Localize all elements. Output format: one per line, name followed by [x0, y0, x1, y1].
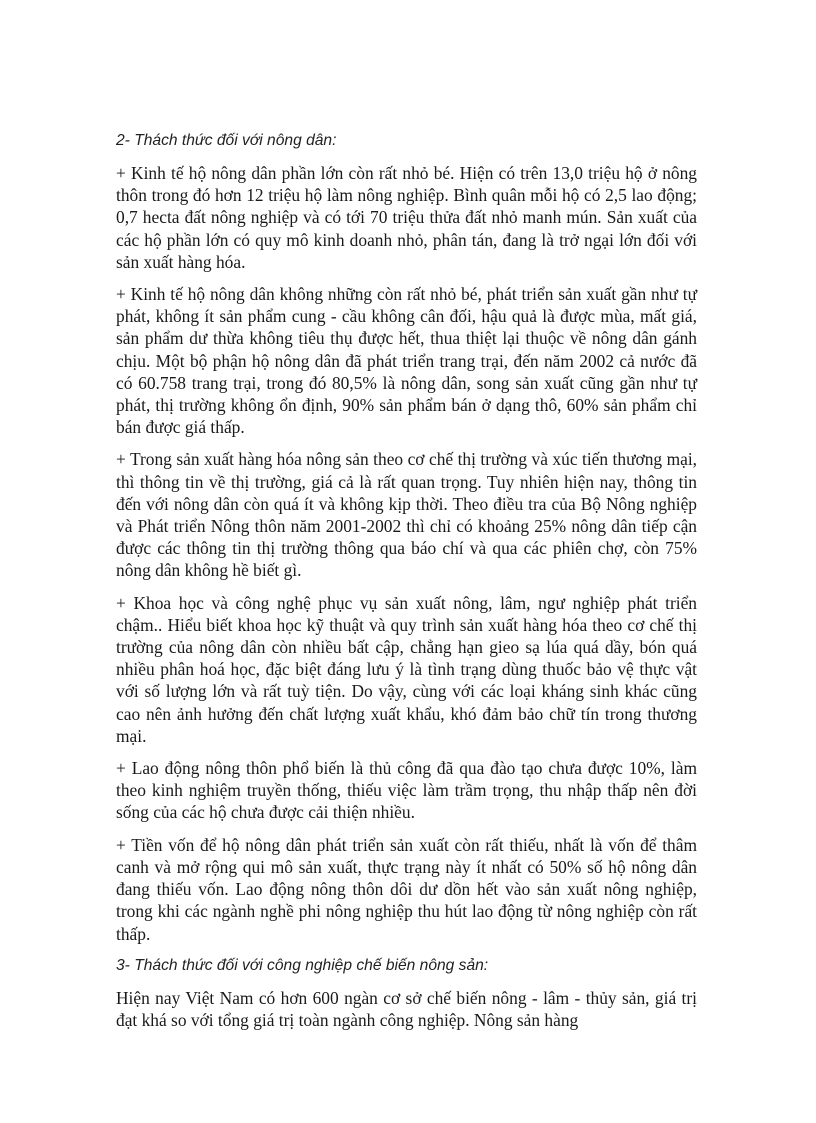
paragraph-market-information: + Trong sản xuất hàng hóa nông sản theo cơ chế thị trường và xúc tiến thương mại, thì thông tin về thị trường, giá cả là rất quan trọng. Tuy nhiên hiện nay, thông tin đến với nông dân còn quá ít và không kịp thời. Theo điều tra của Bộ Nông nghiệp và Phát triển Nông thôn năm 2001-2002 thì chỉ có khoảng 25% nông dân tiếp cận được các thông tin thị trường thông qua báo chí và qua các phiên chợ, còn 75% nông dân không hề biết gì. [116, 449, 697, 581]
paragraph-spontaneous-production: + Kinh tế hộ nông dân không những còn rất nhỏ bé, phát triển sản xuất gần như tự phát, không ít sản phẩm cung - cầu không cân đối, hậu quả là được mùa, mất giá, sản phẩm dư thừa không tiêu thụ được hết, thua thiệt lại thuộc về nông dân gánh chịu. Một bộ phận hộ nông dân đã phát triển trang trại, đến năm 2002 cả nước đã có 60.758 trang trại, trong đó 80,5% là nông dân, song sản xuất cũng gần như tự phát, thị trường không ổn định, 90% sản phẩm bán ở dạng thô, 60% sản phẩm chỉ bán được giá thấp. [116, 284, 697, 438]
paragraph-rural-labor: + Lao động nông thôn phổ biến là thủ công đã qua đào tạo chưa được 10%, làm theo kinh nghiệm truyền thống, thiếu việc làm trầm trọng, thu nhập thấp nên đời sống của các hộ chưa được cải thiện nhiều. [116, 758, 697, 823]
paragraph-processing-facilities: Hiện nay Việt Nam có hơn 600 ngàn cơ sở chế biến nông - lâm - thủy sản, giá trị đạt khá so với tổng giá trị toàn ngành công nghiệp. Nông sản hàng [116, 987, 697, 1030]
document-body [116, 130, 697, 1041]
section-heading-2: 2- Thách thức đối với nông dân: [116, 132, 337, 149]
section-heading-3: 3- Thách thức đối với công nghiệp chế biến nông sản: [116, 956, 489, 974]
paragraph-science-technology: + Khoa học và công nghệ phục vụ sản xuất nông, lâm, ngư nghiệp phát triển chậm.. Hiểu biết khoa học kỹ thuật và quy trình sản xuất hàng hóa theo cơ chế thị trường của nông dân còn nhiều bất cập, chẳng hạn gieo sạ lúa quá dầy, bón quá nhiều phân hoá học, đặc biệt đáng lưu ý là tình trạng dùng thuốc bảo vệ thực vật với số lượng lớn và rất tuỳ tiện. Do vậy, cùng với các loại kháng sinh khác cũng cao nên ảnh hưởng đến chất lượng xuất khẩu, khó đảm bảo chữ tín trong thương mại. [116, 592, 697, 746]
paragraph-capital-shortage: + Tiền vốn để hộ nông dân phát triển sản xuất còn rất thiếu, nhất là vốn để thâm canh và mở rộng qui mô sản xuất, thực trạng này ít nhất có 50% số hộ nông dân đang thiếu vốn. Lao động nông thôn dôi dư dồn hết vào sản xuất nông nghiệp, trong khi các ngành nghề phi nông nghiệp thu hút lao động từ nông nghiệp còn rất thấp. [116, 834, 697, 944]
paragraph-household-economy-size: + Kinh tế hộ nông dân phần lớn còn rất nhỏ bé. Hiện có trên 13,0 triệu hộ ở nông thôn trong đó hơn 12 triệu hộ làm nông nghiệp. Bình quân mỗi hộ có 2,5 lao động; 0,7 hecta đất nông nghiệp và có tới 70 triệu thửa đất nhỏ manh mún. Sản xuất của các hộ phần lớn có quy mô kinh doanh nhỏ, phân tán, đang là trở ngại lớn đối với sản xuất hàng hóa. [116, 163, 697, 272]
